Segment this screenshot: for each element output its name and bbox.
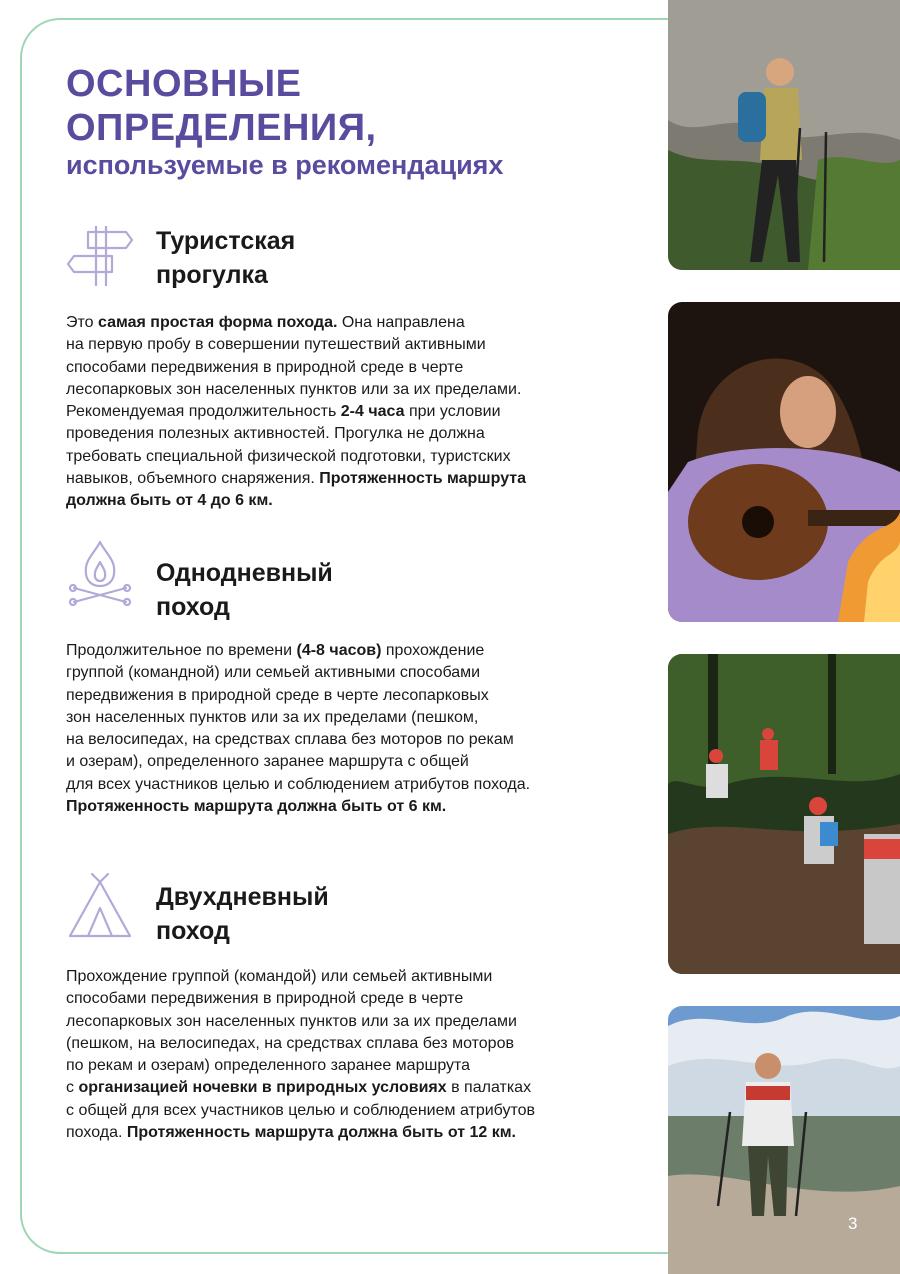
body-text: похода. bbox=[66, 1124, 127, 1142]
body-text: способами передвижения в природной среде в черте bbox=[66, 990, 464, 1008]
body-text: зон населенных пунктов или за их пределами (пешком, bbox=[66, 708, 479, 726]
body-text: с общей для всех участников целью и соблюдением атрибутов bbox=[66, 1101, 536, 1119]
section-text-one-day bbox=[66, 640, 626, 818]
signpost-icon bbox=[66, 222, 134, 290]
section-text-walk bbox=[66, 312, 626, 513]
campfire-icon bbox=[66, 538, 134, 606]
body-text: Прохождение группой (командой) или семьей активными bbox=[66, 968, 493, 985]
body-text: с bbox=[66, 1079, 79, 1097]
body-text: передвижения в природной среде в черте лесопарковых bbox=[66, 686, 489, 704]
photo-group-forest bbox=[668, 654, 900, 974]
bold-text: Протяженность маршрута bbox=[319, 470, 527, 488]
body-text: в палатках bbox=[446, 1079, 532, 1097]
body-text: Она направлена bbox=[337, 314, 465, 331]
body-text: навыков, объемного снаряжения. bbox=[66, 470, 320, 488]
page-number: 3 bbox=[848, 1214, 858, 1233]
body-text: и озерам), определенного заранее маршрута с общей bbox=[66, 753, 469, 771]
page-title bbox=[66, 62, 377, 150]
bold-text: организацией ночевки в природных условиях bbox=[78, 1079, 447, 1097]
body-text: Рекомендуемая продолжительность bbox=[66, 403, 341, 421]
bold-text: (4-8 часов) bbox=[296, 642, 382, 659]
body-text: группой (командной) или семьей активными способами bbox=[66, 664, 481, 682]
section-title-two-day: Двухдневный поход bbox=[156, 883, 329, 945]
bold-text: 2-4 часа bbox=[340, 403, 405, 421]
title-line-2: ОПРЕДЕЛЕНИЯ, bbox=[66, 107, 377, 149]
body-text: Продолжительное по времени bbox=[66, 642, 297, 659]
body-text: лесопарковых зон населенных пунктов или за их пределами bbox=[66, 1012, 517, 1030]
photo-hiker-summit bbox=[668, 1006, 900, 1274]
body-text: прохождение bbox=[381, 642, 485, 659]
body-text: проведения полезных активностей. Прогулка не должна bbox=[66, 425, 485, 443]
body-text: по рекам и озерам) определенного заранее маршрута bbox=[66, 1057, 471, 1075]
body-text: Это bbox=[66, 314, 98, 331]
section-title-walk: Туристская прогулка bbox=[156, 227, 296, 289]
page-subtitle: используемые в рекомендациях bbox=[66, 150, 504, 180]
tent-icon bbox=[66, 872, 134, 940]
body-text: (пешком, на велосипедах, на средствах сплава без моторов bbox=[66, 1034, 514, 1052]
photo-girl-guitar bbox=[668, 302, 900, 622]
body-text: на первую пробу в совершении путешествий активными bbox=[66, 336, 486, 354]
body-text: требовать специальной физической подготовки, туристских bbox=[66, 447, 511, 465]
body-text: при условии bbox=[404, 403, 501, 421]
bold-text: должна быть от 4 до 6 км. bbox=[66, 492, 273, 510]
bold-text: Протяженность маршрута должна быть от 6 км. bbox=[66, 798, 447, 816]
section-title-one-day: Однодневный поход bbox=[156, 559, 333, 621]
bold-text: Протяженность маршрута должна быть от 12 км. bbox=[126, 1124, 516, 1142]
bold-text: самая простая форма похода. bbox=[98, 314, 338, 331]
body-text: для всех участников целью и соблюдением атрибутов похода. bbox=[66, 775, 531, 793]
body-text: способами передвижения в природной среде в черте bbox=[66, 358, 464, 376]
title-line-1: ОСНОВНЫЕ bbox=[66, 63, 302, 105]
photo-hiker-cliff bbox=[668, 0, 900, 270]
body-text: лесопарковых зон населенных пунктов или за их пределами. bbox=[66, 380, 522, 398]
body-text: на велосипедах, на средствах сплава без моторов по рекам bbox=[66, 731, 514, 749]
section-text-two-day bbox=[66, 966, 626, 1144]
